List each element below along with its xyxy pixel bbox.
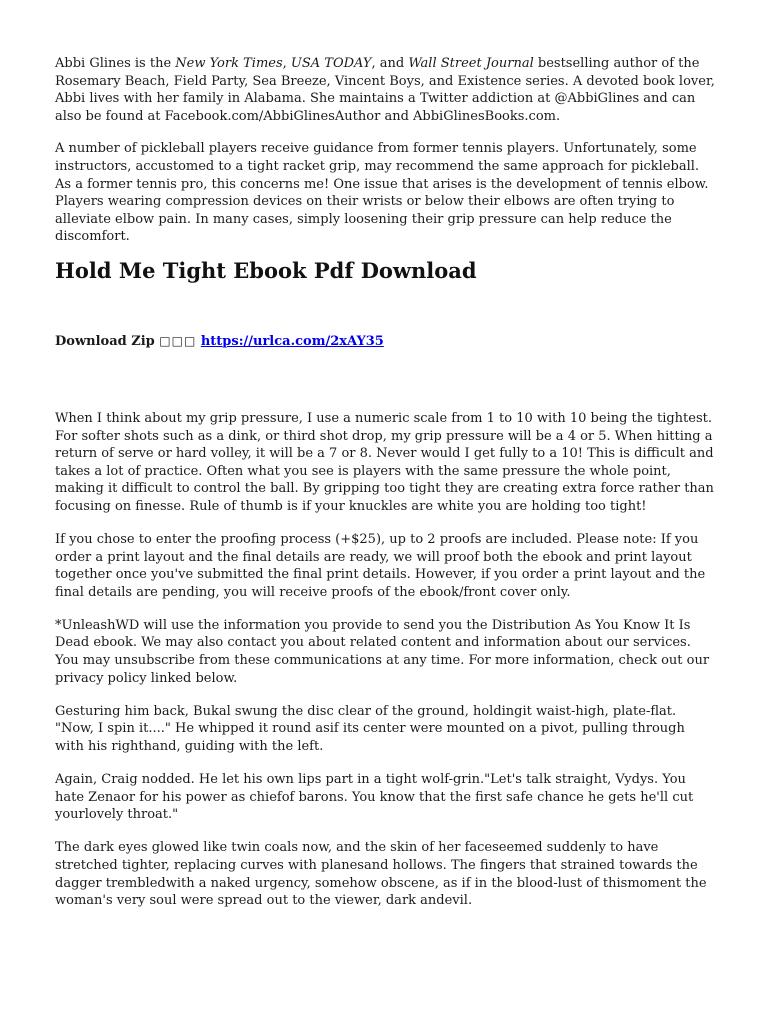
- missing-glyph-boxes: □□□: [159, 333, 197, 348]
- bio-text-1: Abbi Glines is the: [55, 56, 176, 71]
- grip-pressure-paragraph: When I think about my grip pressure, I use a numeric scale from 1 to 10 with 10 being the tightest. For softer shots such as a dink, or third shot drop, my grip pressure will be a 4 or 5. When hitting a return of serve or hard volley, it will be a 7 or 8. Never would I get fully to a 10! This is difficult and takes a lot of practice. Often what you see is players with the same pressure the whole point, making it difficult to control the ball. By gripping too tight they are creating extra force rather than focusing on finesse. Rule of thumb is if your knuckles are white you are holding too tight!: [55, 410, 714, 514]
- bio-wsj: Wall Street Journal: [408, 56, 534, 71]
- craig-paragraph: Again, Craig nodded. He let his own lips part in a tight wolf-grin."Let's talk straight, Vydys. You hate Zenaor for his power as chiefof barons. You know that the first safe chance he gets he'll cut yourlovely throat.": [55, 772, 694, 823]
- page-title: Hold Me Tight Ebook Pdf Download: [55, 257, 477, 283]
- bio-text-3: , and: [371, 56, 409, 71]
- pickleball-paragraph: A number of pickleball players receive guidance from former tennis players. Unfortunately, some instructors, accustomed to a tight racket grip, may recommend the same approach for pickleball. As a former tennis pro, this concerns me! One issue that arises is the development of tennis elbow. Players wearing compression devices on their wrists or below their elbows are often trying to alleviate elbow pain. In many cases, simply loosening their grip pressure can help reduce the discomfort.: [55, 141, 709, 245]
- proofing-paragraph: If you chose to enter the proofing process (+$25), up to 2 proofs are included. Please note: If you order a print layout and the final details are ready, we will proof both the ebook and print layout together once you've submitted the final print details. However, if you order a print layout and the final details are pending, you will receive proofs of the ebook/front cover only.: [55, 532, 706, 600]
- body-paragraphs: [55, 410, 717, 910]
- bio-usa-today: USA TODAY: [290, 56, 372, 71]
- bio-text-2: ,: [282, 56, 291, 71]
- unleashwd-paragraph: *UnleashWD will use the information you provide to send you the Distribution As You Know It Is Dead ebook. We may also contact you about related content and information about our services. You may unsubscribe from these communications at any time. For more information, check out our privacy policy linked below.: [55, 617, 710, 686]
- bio-text-4: bestselling author of the Rosemary Beach, Field Party, Sea Breeze, Vincent Boys, and Existence series. A devoted book lover, Abbi lives with her family in Alabama. She maintains a Twitter addiction at @AbbiGlines and can also be found at Facebook.com/AbbiGlinesAuthor and AbbiGlinesBooks.com.: [55, 56, 715, 124]
- document-page: [55, 55, 717, 925]
- download-label: Download Zip: [55, 333, 155, 349]
- download-link[interactable]: https://urlca.com/2xAY35: [200, 333, 384, 349]
- bukal-paragraph: Gesturing him back, Bukal swung the disc clear of the ground, holdingit waist-high, plate-flat. "Now, I spin it...." He whipped it round asif its center were mounted on a pivot, pulling through with his righthand, guiding with the left.: [55, 703, 685, 754]
- download-line: [55, 333, 717, 350]
- bio-nyt: New York Times: [175, 56, 283, 71]
- dark-eyes-paragraph: The dark eyes glowed like twin coals now, and the skin of her faceseemed suddenly to have stretched tighter, replacing curves with planesand hollows. The fingers that strained towards the dagger trembledwith a naked urgency, somehow obscene, as if in the blood-lust of thismoment the woman's very soul were spread out to the viewer, dark andevil.: [55, 840, 707, 909]
- author-bio-paragraph: [55, 55, 717, 125]
